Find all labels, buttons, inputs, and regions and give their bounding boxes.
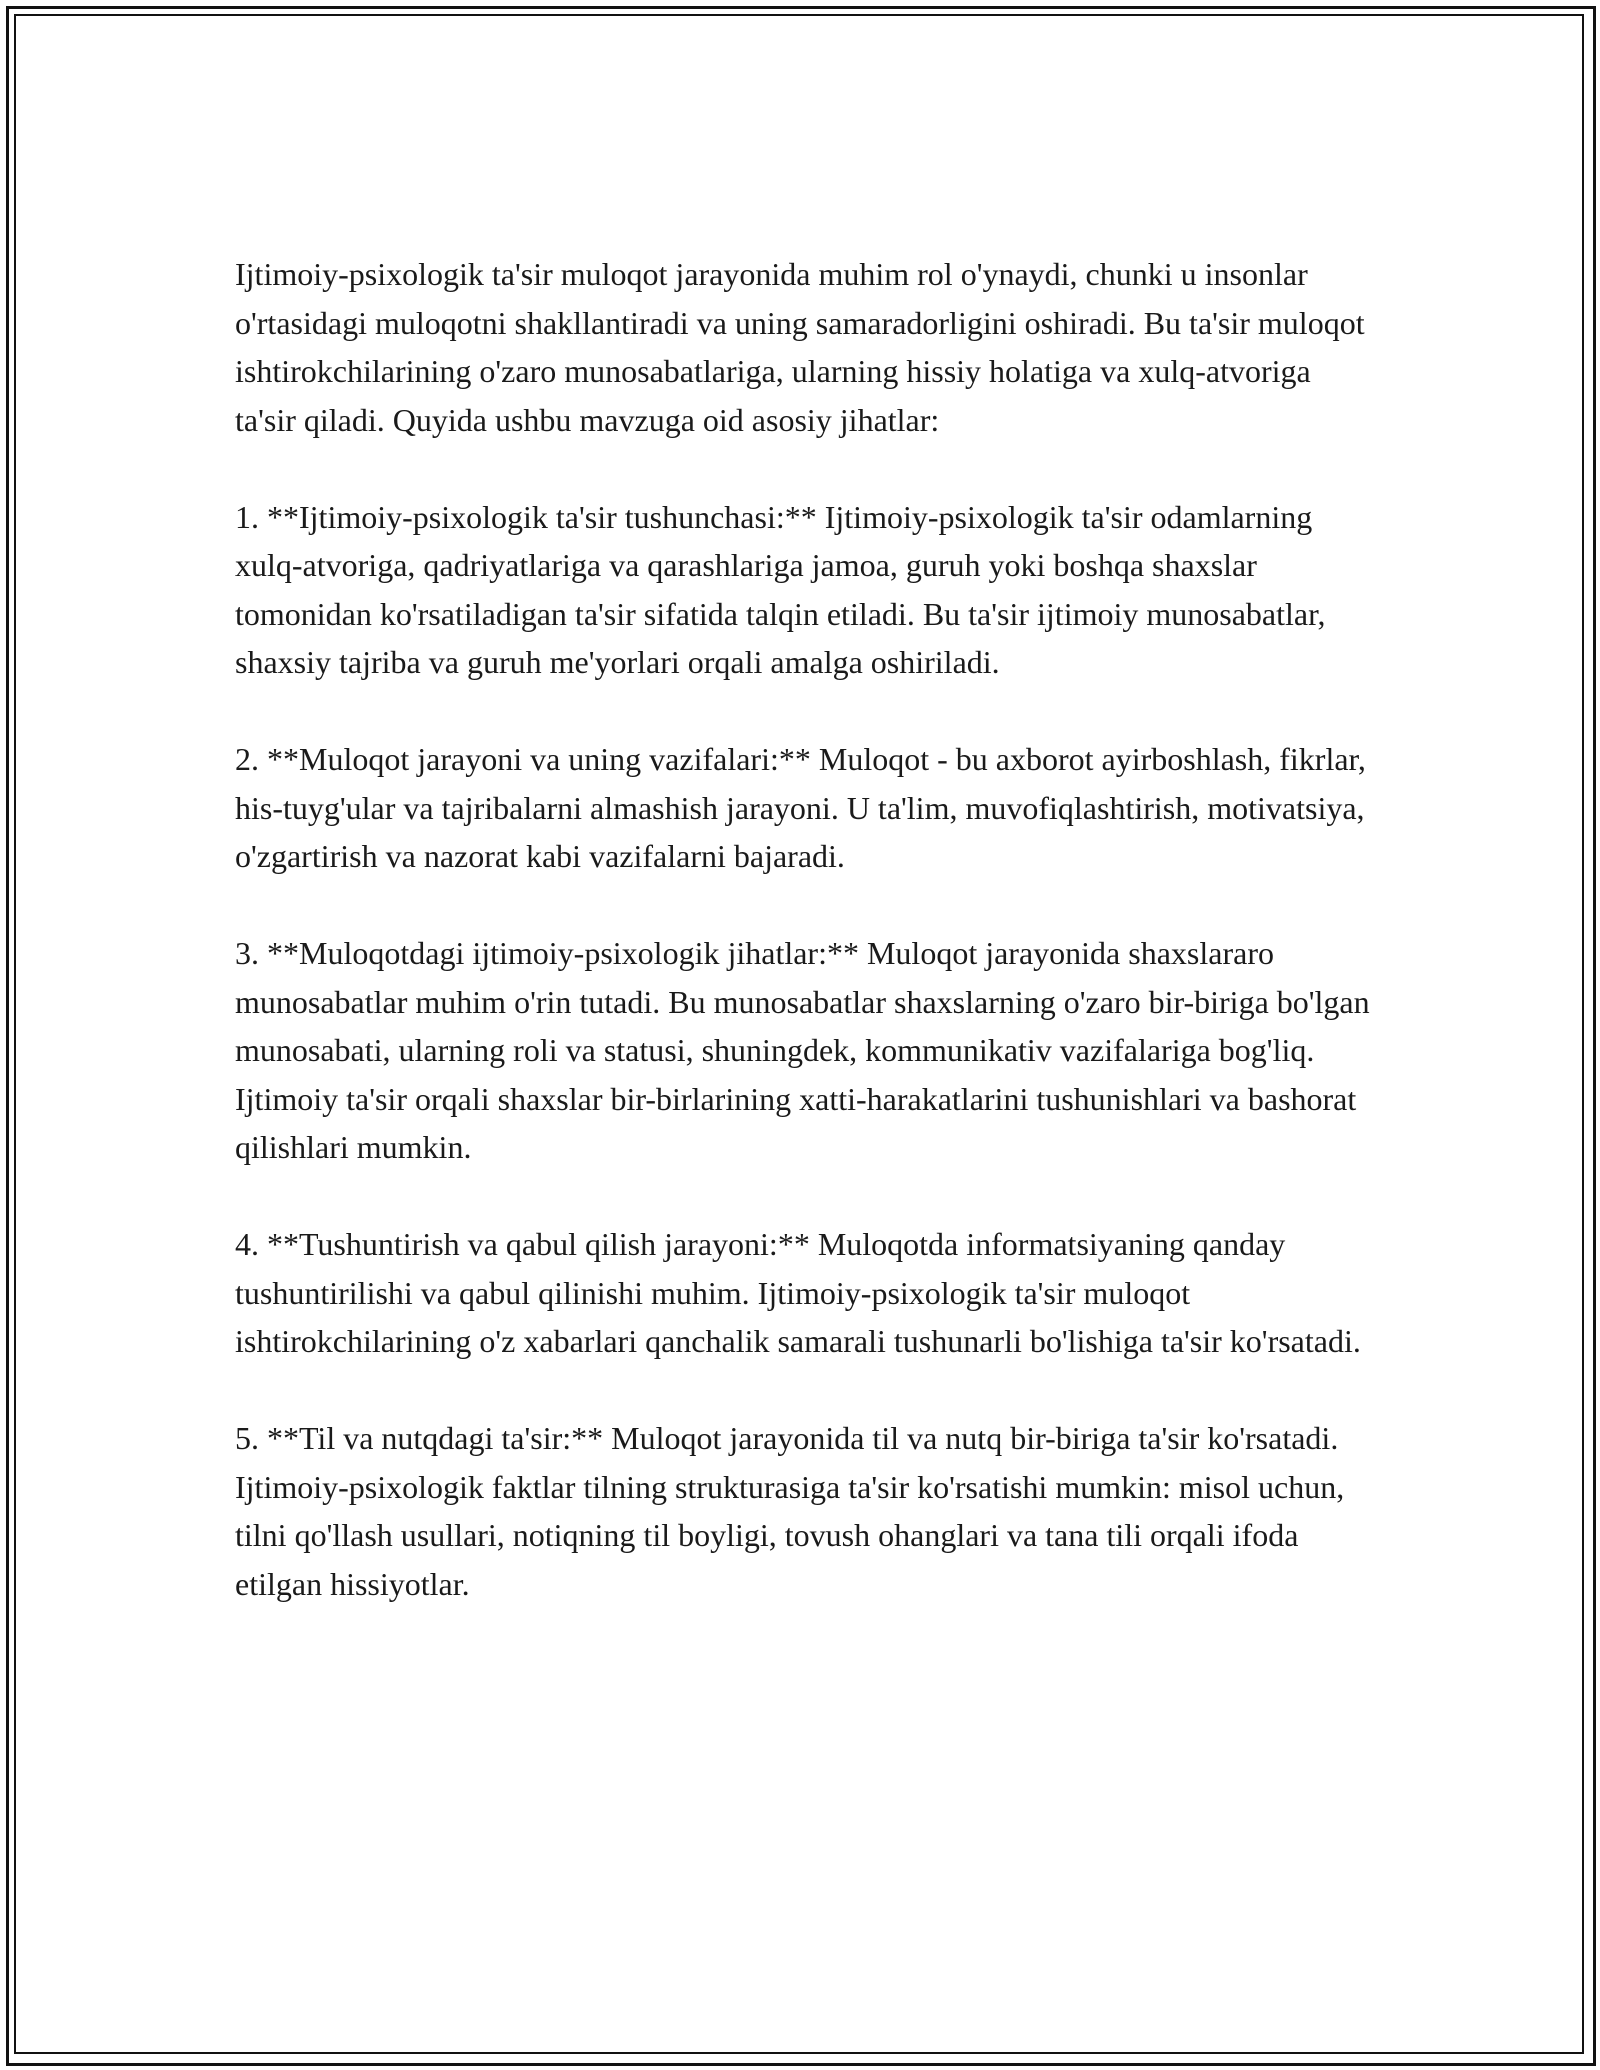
document-body [235, 250, 1375, 1657]
list-item: 4. **Tushuntirish va qabul qilish jarayoni:** Muloqotda informatsiyaning qanday tushuntirilishi va qabul qilinishi muhim. Ijtimoiy-psixologik ta'sir muloqot ishtirokchilarining o'z xabarlari qanchalik samarali tushunarli bo'lishiga ta'sir ko'rsatadi. [235, 1226, 1361, 1359]
list-item: 5. **Til va nutqdagi ta'sir:** Muloqot jarayonida til va nutq bir-biriga ta'sir ko'rsatadi. Ijtimoiy-psixologik faktlar tilning strukturasiga ta'sir ko'rsatishi mumkin: misol uchun, tilni qo'llash usullari, notiqning til boyligi, tovush ohanglari va tana tili orqali ifoda etilgan hissiyotlar. [235, 1420, 1345, 1602]
intro-paragraph: Ijtimoiy-psixologik ta'sir muloqot jarayonida muhim rol o'ynaydi, chunki u insonlar o'rtasidagi muloqotni shakllantiradi va uning samaradorligini oshiradi. Bu ta'sir muloqot ishtirokchilarining o'zaro munosabatlariga, ularning hissiy holatiga va xulq-atvoriga ta'sir qiladi. Quyida ushbu mavzuga oid asosiy jihatlar: [235, 256, 1365, 438]
list-item: 2. **Muloqot jarayoni va uning vazifalari:** Muloqot - bu axborot ayirboshlash, fikrlar, his-tuyg'ular va tajribalarni almashish jarayoni. U ta'lim, muvofiqlashtirish, motivatsiya, o'zgartirish va nazorat kabi vazifalarni bajaradi. [235, 741, 1366, 874]
list-item: 3. **Muloqotdagi ijtimoiy-psixologik jihatlar:** Muloqot jarayonida shaxslararo munosabatlar muhim o'rin tutadi. Bu munosabatlar shaxslarning o'zaro bir-biriga bo'lgan munosabati, ularning roli va statusi, shuningdek, kommunikativ vazifalariga bog'liq. Ijtimoiy ta'sir orqali shaxslar bir-birlarining xatti-harakatlarini tushunishlari va bashorat qilishlari mumkin. [235, 935, 1370, 1165]
list-item: 1. **Ijtimoiy-psixologik ta'sir tushunchasi:** Ijtimoiy-psixologik ta'sir odamlarning xulq-atvoriga, qadriyatlariga va qarashlariga jamoa, guruh yoki boshqa shaxslar tomonidan ko'rsatiladigan ta'sir sifatida talqin etiladi. Bu ta'sir ijtimoiy munosabatlar, shaxsiy tajriba va guruh me'yorlari orqali amalga oshiriladi. [235, 498, 1326, 680]
